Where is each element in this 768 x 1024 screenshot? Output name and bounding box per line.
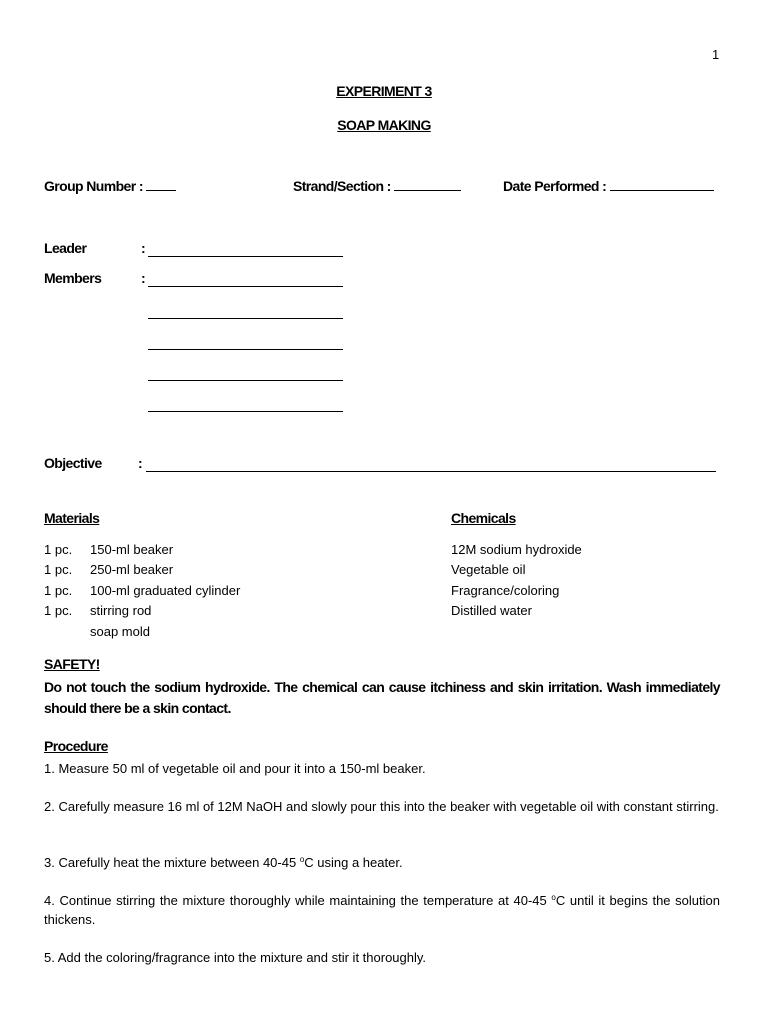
date-performed-label: Date Performed :	[503, 178, 607, 194]
material-qty: 1 pc.	[44, 583, 73, 598]
objective-colon: :	[138, 455, 143, 471]
objective-label: Objective	[44, 455, 102, 471]
leader-label: Leader	[44, 240, 87, 256]
group-number-blank[interactable]	[146, 179, 176, 191]
materials-heading: Materials	[44, 510, 100, 526]
procedure-step-4	[44, 891, 720, 929]
chemical-item: Fragrance/coloring	[451, 583, 560, 598]
material-qty: 1 pc.	[44, 562, 73, 577]
material-qty: 1 pc.	[44, 603, 73, 618]
member-blank-3[interactable]	[148, 337, 343, 350]
member-blank-5[interactable]	[148, 399, 343, 412]
safety-text: Do not touch the sodium hydroxide. The chemical can cause itchiness and skin irritation. Wash immediately should there be a skin contact.	[44, 679, 720, 716]
group-number-label: Group Number :	[44, 178, 143, 194]
material-name: 150-ml beaker	[90, 542, 174, 557]
page-title: EXPERIMENT 3	[336, 83, 432, 99]
degree-symbol: o	[299, 855, 305, 864]
chemical-item: Vegetable oil	[451, 562, 526, 577]
date-performed-blank[interactable]	[610, 179, 714, 191]
procedure-step-5: 5. Add the coloring/fragrance into the mixture and stir it thoroughly.	[44, 950, 427, 965]
step-3-text: 3. Carefully heat the mixture between 40-45	[44, 855, 300, 870]
procedure-step-1: 1. Measure 50 ml of vegetable oil and pour it into a 150-ml beaker.	[44, 761, 426, 776]
safety-heading: SAFETY!	[44, 656, 100, 672]
page-subtitle: SOAP MAKING	[337, 117, 431, 133]
member-blank-1[interactable]	[148, 274, 343, 287]
procedure-heading: Procedure	[44, 738, 108, 754]
members-label: Members	[44, 270, 102, 286]
step-4-text: 4. Continue stirring the mixture thoroughly while maintaining the temperature at 40-45	[44, 893, 552, 908]
material-name: stirring rod	[90, 603, 152, 618]
date-performed-field	[503, 178, 714, 194]
procedure-step-2: 2. Carefully measure 16 ml of 12M NaOH and slowly pour this into the beaker with vegetable oil with constant stirring.	[44, 799, 719, 814]
step-4-text-end: C until it begins the solution thickens.	[44, 893, 720, 927]
leader-colon: :	[141, 240, 146, 256]
material-qty: 1 pc.	[44, 542, 73, 557]
chemical-item: Distilled water	[451, 603, 532, 618]
members-colon: :	[141, 270, 146, 286]
degree-symbol: o	[551, 893, 556, 902]
material-name: 100-ml graduated cylinder	[90, 583, 241, 598]
chemical-item: 12M sodium hydroxide	[451, 542, 582, 557]
leader-blank[interactable]	[148, 244, 343, 257]
material-name: 250-ml beaker	[90, 562, 174, 577]
member-blank-2[interactable]	[148, 306, 343, 319]
strand-section-field	[293, 178, 461, 194]
objective-blank[interactable]	[146, 459, 716, 472]
member-blank-4[interactable]	[148, 368, 343, 381]
chemicals-heading: Chemicals	[451, 510, 516, 526]
strand-section-blank[interactable]	[394, 179, 461, 191]
group-number-field	[44, 178, 176, 194]
material-name: soap mold	[90, 624, 150, 639]
step-3-text-end: C using a heater.	[304, 855, 403, 870]
strand-section-label: Strand/Section :	[293, 178, 391, 194]
page-number: 1	[712, 47, 720, 62]
procedure-step-3	[44, 853, 720, 872]
